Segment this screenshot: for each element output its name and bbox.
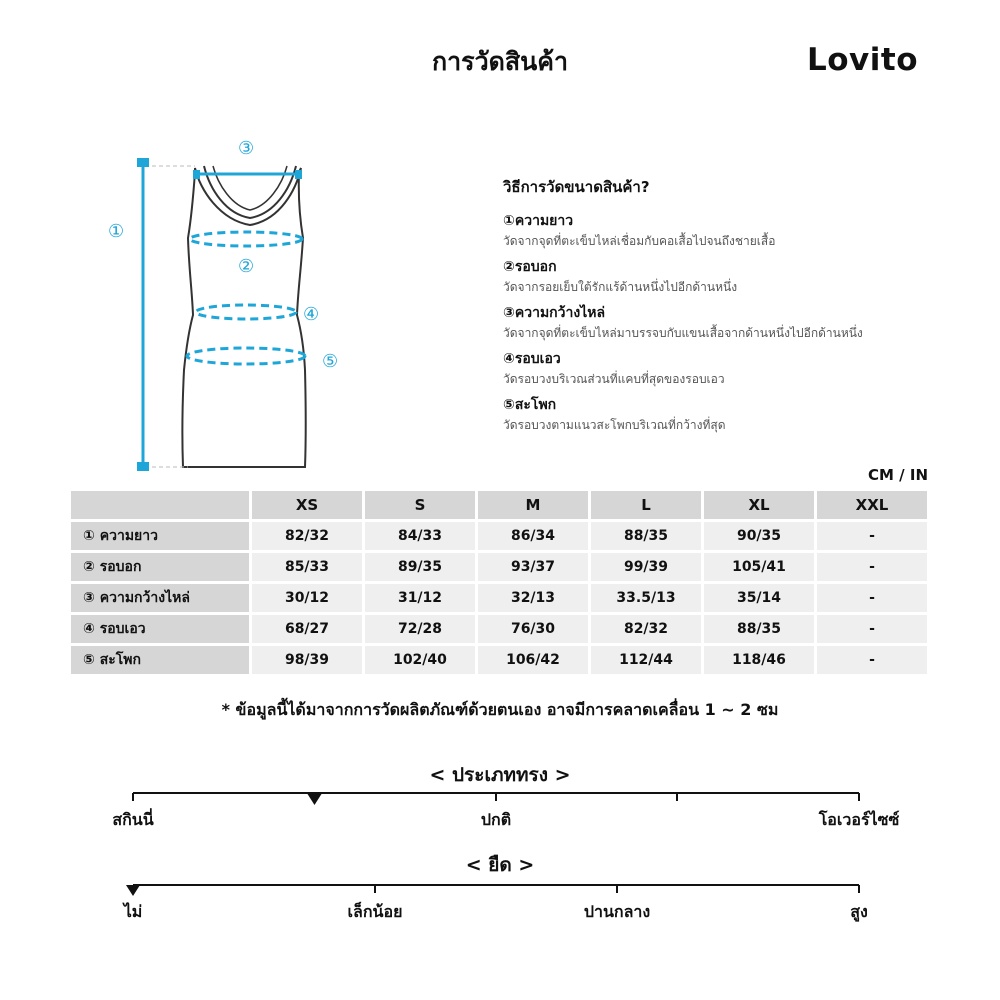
table-cell: - xyxy=(817,615,927,643)
measurement-guide xyxy=(503,175,943,441)
guide-item-length: ①ความยาว วัดจากจุดที่ตะเข็บไหล่เชื่อมกับคอเสื้อไปจนถึงชายเสื้อ xyxy=(503,213,776,248)
table-cell: 90/35 xyxy=(704,522,814,550)
table-cell: 88/35 xyxy=(704,615,814,643)
stretch-label-medium: ปานกลาง xyxy=(583,902,651,921)
brand-logo: Lovito xyxy=(806,42,918,78)
marker-2: ② xyxy=(238,256,255,277)
marker-3: ③ xyxy=(238,138,255,159)
table-cell: 68/27 xyxy=(252,615,362,643)
table-cell: 118/46 xyxy=(704,646,814,674)
column-header: XS xyxy=(252,491,362,519)
table-cell: 106/42 xyxy=(478,646,588,674)
table-row xyxy=(71,584,927,612)
table-row xyxy=(71,553,927,581)
table-cell: 85/33 xyxy=(252,553,362,581)
table-cell: 82/32 xyxy=(591,615,701,643)
table-cell: 99/39 xyxy=(591,553,701,581)
table-cell: 76/30 xyxy=(478,615,588,643)
stretch-label-high: สูง xyxy=(850,902,868,921)
column-header: M xyxy=(478,491,588,519)
table-cell: 30/12 xyxy=(252,584,362,612)
column-header: L xyxy=(591,491,701,519)
size-table xyxy=(68,488,930,677)
table-row xyxy=(71,615,927,643)
column-header: S xyxy=(365,491,475,519)
row-label: ① ความยาว xyxy=(71,522,249,550)
table-cell: 89/35 xyxy=(365,553,475,581)
table-row xyxy=(71,646,927,674)
table-cell: 88/35 xyxy=(591,522,701,550)
table-cell: 105/41 xyxy=(704,553,814,581)
row-label: ③ ความกว้างไหล่ xyxy=(71,584,249,612)
guide-item-chest: ②รอบอก วัดจากรอยเย็บใต้รักแร้ด้านหนึ่งไปอีกด้านหนึ่ง xyxy=(503,259,738,294)
table-cell: 72/28 xyxy=(365,615,475,643)
table-row xyxy=(71,522,927,550)
table-cell: 35/14 xyxy=(704,584,814,612)
page-title: การวัดสินค้า xyxy=(432,47,568,76)
fit-label-skinny: สกินนี่ xyxy=(112,810,154,829)
column-header: XXL xyxy=(817,491,927,519)
guide-item-shoulder: ③ความกว้างไหล่ วัดจากจุดที่ตะเข็บไหล่มาบรรจบกับแขนเสื้อจากด้านหนึ่งไปอีกด้านหนึ่ง xyxy=(503,305,863,340)
guide-item-waist: ④รอบเอว วัดรอบวงบริเวณส่วนที่แคบที่สุดของรอบเอว xyxy=(503,351,725,386)
dress-measurement-diagram xyxy=(100,130,370,475)
table-header-row xyxy=(71,491,927,519)
table-cell: 84/33 xyxy=(365,522,475,550)
stretch-scale-title: < ยืด > xyxy=(465,854,535,876)
guide-title: วิธีการวัดขนาดสินค้า? xyxy=(503,178,650,196)
marker-4: ④ xyxy=(303,304,320,325)
table-cell: - xyxy=(817,584,927,612)
stretch-label-slight: เล็กน้อย xyxy=(347,902,403,921)
marker-5: ⑤ xyxy=(322,351,339,372)
fit-pointer-icon xyxy=(308,794,322,805)
row-label: ② รอบอก xyxy=(71,553,249,581)
table-cell: 102/40 xyxy=(365,646,475,674)
stretch-pointer-icon xyxy=(126,885,140,896)
table-cell: 86/34 xyxy=(478,522,588,550)
column-header: XL xyxy=(704,491,814,519)
table-cell: 112/44 xyxy=(591,646,701,674)
table-cell: 98/39 xyxy=(252,646,362,674)
table-cell: - xyxy=(817,553,927,581)
table-cell: 32/13 xyxy=(478,584,588,612)
table-corner xyxy=(71,491,249,519)
table-cell: 82/32 xyxy=(252,522,362,550)
row-label: ⑤ สะโพก xyxy=(71,646,249,674)
row-label: ④ รอบเอว xyxy=(71,615,249,643)
table-cell: - xyxy=(817,522,927,550)
marker-1: ① xyxy=(108,221,125,242)
table-cell: 33.5/13 xyxy=(591,584,701,612)
stretch-label-none: ไม่ xyxy=(123,902,143,921)
unit-label: CM / IN xyxy=(868,466,928,484)
measurement-note: * ข้อมูลนี้ได้มาจากการวัดผลิตภัณฑ์ด้วยตนเอง อาจมีการคลาดเคลื่อน 1 ~ 2 ซม xyxy=(221,700,779,719)
table-cell: 93/37 xyxy=(478,553,588,581)
fit-label-regular: ปกติ xyxy=(480,810,512,829)
table-cell: - xyxy=(817,646,927,674)
guide-item-hip: ⑤สะโพก วัดรอบวงตามแนวสะโพกบริเวณที่กว้างที่สุด xyxy=(503,397,726,432)
table-cell: 31/12 xyxy=(365,584,475,612)
fit-scale-title: < ประเภททรง > xyxy=(429,764,571,786)
fit-label-oversize: โอเวอร์ไซซ์ xyxy=(818,810,900,829)
